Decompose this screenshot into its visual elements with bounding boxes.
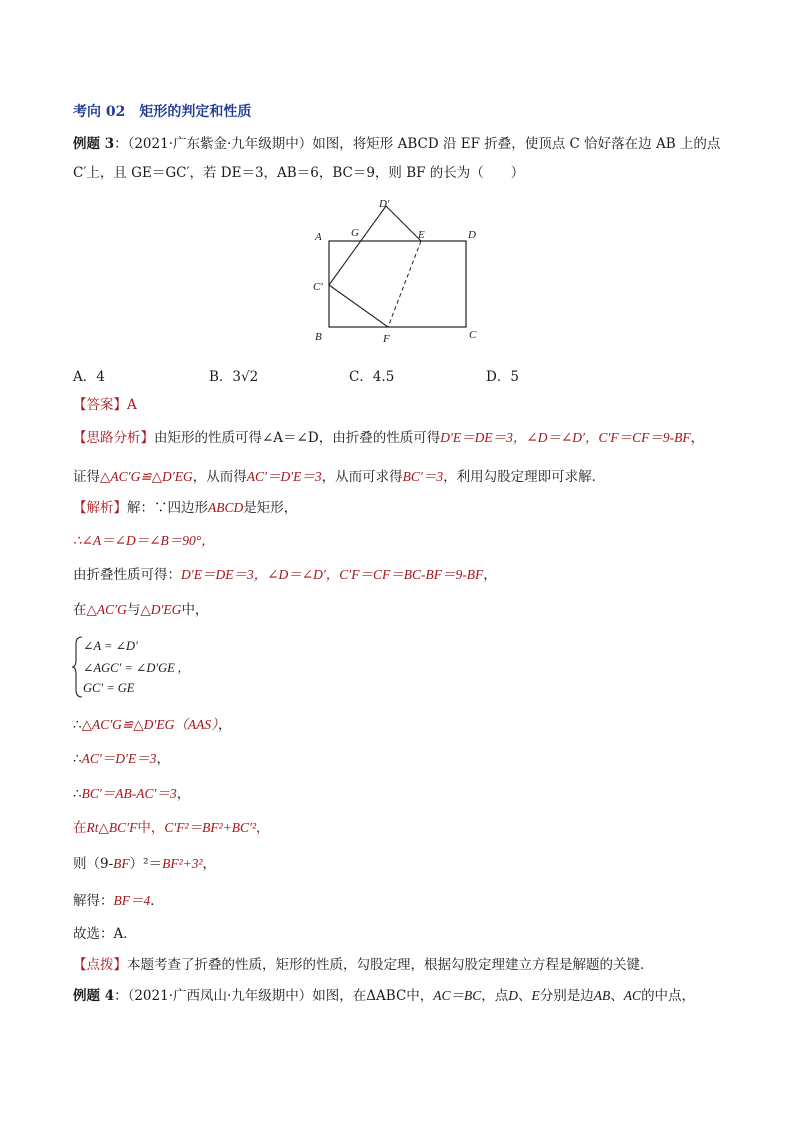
example4-label: 例题 4 bbox=[73, 988, 115, 1004]
analysis-tag: 【思路分析】 bbox=[73, 430, 154, 446]
solution-line8 bbox=[73, 819, 270, 837]
example4-text: ：（2021·广西凤山·九年级期中）如图，在ΔABC中， bbox=[114, 988, 434, 1004]
solution-formula: C′F²＝BF²+BC′² bbox=[164, 820, 256, 835]
solution-text: 解得： bbox=[73, 893, 114, 909]
solution-text: 由折叠性质可得： bbox=[73, 567, 181, 583]
solution-line10 bbox=[73, 892, 164, 910]
solution-formula: △AC′G≌△D′EG（AAS） bbox=[81, 717, 218, 732]
solution-text: ， bbox=[483, 567, 497, 583]
solution-text: 与 bbox=[126, 602, 141, 618]
solution-formula: ABCD bbox=[208, 500, 244, 515]
segment-d-prime-e bbox=[386, 206, 421, 241]
solution-formula: △AC′G bbox=[86, 602, 127, 617]
example3-line1 bbox=[73, 135, 720, 153]
example4-line1 bbox=[73, 987, 695, 1005]
analysis-formula: AC′＝D′E＝3 bbox=[246, 469, 322, 484]
option-b: B．3√2 bbox=[209, 369, 259, 385]
solution-formula: BC′＝AB-AC′＝3 bbox=[81, 786, 177, 801]
segment-d-prime-c-prime bbox=[329, 206, 386, 285]
tip-text: 本题考查了折叠的性质，矩形的性质，勾股定理，根据勾股定理建立方程是解题的关键． bbox=[127, 957, 654, 973]
solution-formula: BF bbox=[113, 856, 130, 871]
label-b: B bbox=[315, 331, 322, 342]
analysis-text: ，利用勾股定理即可求解． bbox=[443, 469, 606, 485]
section-title: 考向 02 矩形的判定和性质 bbox=[73, 104, 252, 120]
answer-line bbox=[73, 396, 137, 414]
solution-text: 解：∵四边形 bbox=[127, 500, 208, 516]
analysis-line2 bbox=[73, 468, 605, 486]
solution-line5 bbox=[73, 716, 231, 734]
solution-line3 bbox=[73, 566, 497, 584]
example4-formula: AB bbox=[593, 988, 611, 1003]
label-e: E bbox=[418, 229, 425, 241]
example4-formula: E bbox=[531, 988, 540, 1003]
solution-line4 bbox=[73, 601, 208, 619]
option-c: C．4.5 bbox=[349, 369, 395, 385]
example4-text: 、 bbox=[518, 988, 532, 1004]
solution-text: ， bbox=[217, 717, 232, 733]
label-d: D bbox=[468, 229, 476, 241]
label-c-prime: C′ bbox=[313, 281, 323, 293]
solution-text: ， bbox=[256, 820, 270, 836]
example4-text: 、 bbox=[610, 988, 624, 1004]
example3-line2: C′上，且 GE＝GC′，若 DE＝3，AB＝6，BC＝9，则 BF 的长为（ ） bbox=[73, 165, 525, 181]
folded-rectangle-figure bbox=[305, 192, 495, 342]
segment-c-prime-f bbox=[329, 285, 388, 327]
solution-tag: 【解析】 bbox=[73, 500, 127, 516]
analysis-text: ，从而可求得 bbox=[321, 469, 403, 485]
solution-text: 中， bbox=[181, 602, 209, 618]
label-d-prime: D′ bbox=[379, 198, 390, 210]
solution-formula: BF²+3² bbox=[162, 856, 203, 871]
solution-formula: △D′EG bbox=[140, 602, 182, 617]
solution-text: 则（9- bbox=[73, 856, 114, 872]
solution-text: ∴ bbox=[73, 751, 82, 767]
solution-formula: BF＝4 bbox=[113, 893, 151, 908]
analysis-formula: △AC′G≌△D′EG bbox=[100, 469, 193, 484]
solution-text: 是矩形， bbox=[243, 500, 298, 516]
label-a: A bbox=[315, 231, 322, 243]
solution-formula: Rt△BC′F bbox=[86, 820, 138, 835]
label-f: F bbox=[383, 333, 390, 342]
solution-text: 中， bbox=[137, 820, 165, 836]
analysis-text: ，从而得 bbox=[192, 469, 247, 485]
solution-line9 bbox=[73, 855, 216, 873]
analysis-text: 证得 bbox=[73, 469, 100, 485]
solution-text: ∴ bbox=[73, 786, 82, 802]
example4-formula: AC bbox=[623, 988, 642, 1003]
option-a: A．4 bbox=[73, 369, 105, 385]
example3-label: 例题 3 bbox=[73, 136, 115, 152]
tip-tag: 【点拨】 bbox=[73, 957, 127, 973]
solution-text: ， bbox=[176, 786, 191, 802]
label-c: C bbox=[469, 329, 477, 341]
rectangle-abcd bbox=[329, 241, 466, 327]
solution-text: ． bbox=[150, 893, 164, 909]
solution-formula: D′E＝DE＝3，∠D＝∠D′，C′F＝CF＝BC-BF＝9-BF bbox=[181, 567, 484, 582]
solution-line1 bbox=[73, 499, 297, 517]
solution-formula: AC′＝D′E＝3 bbox=[81, 751, 157, 766]
analysis-formula: BC′＝3 bbox=[402, 469, 444, 484]
solution-line6 bbox=[73, 750, 170, 768]
solution-text: ∴ bbox=[73, 717, 82, 733]
tip-line bbox=[73, 956, 654, 974]
fold-line-ef bbox=[388, 241, 421, 327]
solution-text: ， bbox=[202, 856, 217, 872]
example4-text: ，点 bbox=[481, 988, 509, 1004]
example4-formula: D bbox=[508, 988, 519, 1003]
answer-tag: 【答案】 bbox=[73, 397, 127, 413]
solution-line7 bbox=[73, 785, 190, 803]
analysis-formula: D′E＝DE＝3，∠D＝∠D′，C′F＝CF＝9-BF bbox=[440, 430, 691, 445]
solution-text: ）²＝ bbox=[129, 856, 163, 872]
example4-formula: AC＝BC bbox=[433, 988, 482, 1003]
option-d: D．5 bbox=[486, 369, 519, 385]
system-eq3: GC′ = GE bbox=[83, 681, 135, 695]
system-eq1: ∠A = ∠D′ bbox=[83, 639, 138, 653]
solution-text: ， bbox=[156, 751, 170, 767]
example3-text1: ：（2021·广东紫金·九年级期中）如图，将矩形 ABCD 沿 EF 折叠，使顶点 C 恰好落在边 AB 上的点 bbox=[114, 136, 721, 152]
example4-text: 分别是边 bbox=[539, 988, 594, 1004]
solution-text: 在 bbox=[73, 820, 87, 836]
label-g: G bbox=[351, 227, 359, 239]
example4-text: 的中点， bbox=[641, 988, 696, 1004]
analysis-punct: ， bbox=[690, 430, 705, 446]
system-eq2: ∠AGC′ = ∠D′GE , bbox=[83, 661, 182, 675]
solution-line11: 故选：A． bbox=[73, 926, 137, 942]
answer-value: A bbox=[127, 397, 137, 413]
analysis-text: 由矩形的性质可得∠A＝∠D，由折叠的性质可得 bbox=[154, 430, 441, 446]
solution-line2: ∴∠A＝∠D＝∠B＝90°， bbox=[73, 533, 215, 548]
analysis-line1 bbox=[73, 429, 704, 447]
solution-text: 在 bbox=[73, 602, 87, 618]
